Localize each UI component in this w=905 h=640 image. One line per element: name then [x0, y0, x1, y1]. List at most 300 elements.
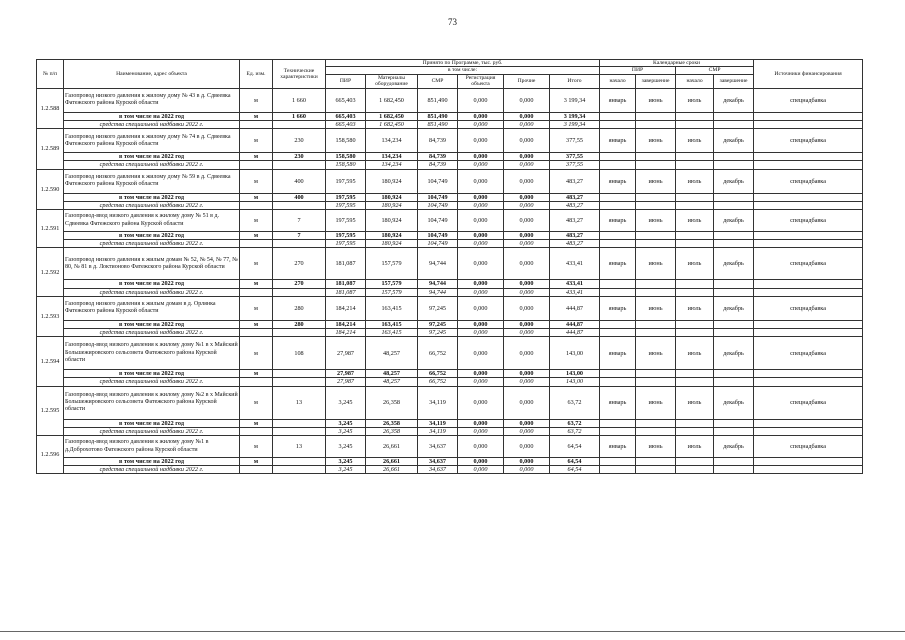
- subtotal-unit: м: [240, 280, 273, 288]
- subtotal-mat: 180,924: [366, 232, 418, 240]
- table-row: [37, 386, 863, 419]
- subtotal-row: [37, 419, 863, 427]
- empty-cell: [636, 427, 676, 435]
- empty-cell: [676, 121, 714, 129]
- reg-cell: 0,000: [458, 296, 504, 320]
- pir-cell: 27,987: [326, 337, 366, 370]
- empty-cell: [754, 378, 863, 386]
- fund-pir: 181,087: [326, 288, 366, 296]
- subtotal-reg: 0,000: [458, 458, 504, 466]
- empty-cell: [600, 370, 636, 378]
- empty-cell: [600, 240, 636, 248]
- mat-cell: 180,924: [366, 210, 418, 232]
- tech-cell: 108: [273, 337, 326, 370]
- pir-end-cell: июнь: [636, 337, 676, 370]
- empty-cell: [273, 378, 326, 386]
- subtotal-smr: 97,245: [418, 320, 458, 328]
- header-unit: Ед. изм.: [240, 60, 273, 89]
- source-cell: спецнадбавка: [754, 210, 863, 232]
- tech-cell: 280: [273, 296, 326, 320]
- empty-cell: [676, 232, 714, 240]
- pir-end-cell: июнь: [636, 169, 676, 193]
- empty-cell: [676, 329, 714, 337]
- row-number: 1.2.596: [37, 436, 64, 474]
- row-number: 1.2.590: [37, 169, 64, 209]
- smr-cell: 84,739: [418, 129, 458, 153]
- empty-cell: [636, 240, 676, 248]
- empty-cell: [600, 280, 636, 288]
- mat-cell: 1 682,450: [366, 88, 418, 112]
- empty-cell: [714, 427, 754, 435]
- header-cal-pir: ПИР: [600, 67, 676, 74]
- subtotal-row: [37, 280, 863, 288]
- fund-pir: 184,214: [326, 329, 366, 337]
- subtotal-reg: 0,000: [458, 370, 504, 378]
- total-cell: 143,00: [550, 337, 600, 370]
- fund-row: [37, 240, 863, 248]
- total-cell: 483,27: [550, 169, 600, 193]
- empty-cell: [676, 240, 714, 248]
- total-cell: 64,54: [550, 436, 600, 458]
- subtotal-unit: м: [240, 232, 273, 240]
- subtotal-mat: 26,661: [366, 458, 418, 466]
- fund-pir: 158,580: [326, 161, 366, 169]
- unit-cell: м: [240, 210, 273, 232]
- empty-cell: [714, 466, 754, 474]
- empty-cell: [676, 288, 714, 296]
- empty-cell: [754, 320, 863, 328]
- smr-cell: 97,245: [418, 296, 458, 320]
- row-number: 1.2.591: [37, 210, 64, 248]
- empty-cell: [600, 419, 636, 427]
- empty-cell: [240, 161, 273, 169]
- fund-mat: 48,257: [366, 378, 418, 386]
- subtotal-tech: 230: [273, 153, 326, 161]
- empty-cell: [636, 458, 676, 466]
- empty-cell: [714, 193, 754, 201]
- empty-cell: [600, 201, 636, 209]
- mat-cell: 48,257: [366, 337, 418, 370]
- pir-start-cell: январь: [600, 88, 636, 112]
- fund-smr: 34,119: [418, 427, 458, 435]
- empty-cell: [714, 370, 754, 378]
- subtotal-label: в том числе на 2022 год: [64, 193, 240, 201]
- source-cell: спецнадбавка: [754, 129, 863, 153]
- pir-cell: 158,580: [326, 129, 366, 153]
- empty-cell: [714, 112, 754, 120]
- page-number: 73: [448, 17, 457, 27]
- header-pir-start: начало: [600, 74, 636, 88]
- subtotal-reg: 0,000: [458, 153, 504, 161]
- subtotal-tech: [273, 370, 326, 378]
- mat-cell: 26,358: [366, 386, 418, 419]
- source-cell: спецнадбавка: [754, 436, 863, 458]
- object-name: Газопровод-ввод низкого давления к жилому дому №1 в х Майский Большежировского сельсовета Фатежского района Курской области: [64, 337, 240, 370]
- other-cell: 0,000: [504, 296, 550, 320]
- header-incl: в том числе:: [326, 67, 600, 74]
- reg-cell: 0,000: [458, 436, 504, 458]
- empty-cell: [240, 378, 273, 386]
- unit-cell: м: [240, 296, 273, 320]
- row-number: 1.2.592: [37, 248, 64, 296]
- mat-cell: 180,924: [366, 169, 418, 193]
- subtotal-smr: 84,739: [418, 153, 458, 161]
- reg-cell: 0,000: [458, 337, 504, 370]
- empty-cell: [714, 458, 754, 466]
- empty-cell: [714, 280, 754, 288]
- empty-cell: [600, 320, 636, 328]
- empty-cell: [754, 370, 863, 378]
- row-number: 1.2.588: [37, 88, 64, 128]
- other-cell: 0,000: [504, 210, 550, 232]
- pir-cell: 197,595: [326, 210, 366, 232]
- object-name: Газопровод низкого давления к жилому дому № 43 в д. Сдвеевка Фатежского района Курской области: [64, 88, 240, 112]
- empty-cell: [600, 153, 636, 161]
- empty-cell: [714, 161, 754, 169]
- fund-row: [37, 201, 863, 209]
- unit-cell: м: [240, 129, 273, 153]
- fund-label: средства специальной надбавки 2022 г.: [64, 201, 240, 209]
- smr-end-cell: декабрь: [714, 296, 754, 320]
- unit-cell: м: [240, 248, 273, 280]
- fund-smr: 104,749: [418, 201, 458, 209]
- pir-start-cell: январь: [600, 386, 636, 419]
- empty-cell: [754, 121, 863, 129]
- source-cell: спецнадбавка: [754, 296, 863, 320]
- fund-other: 0,000: [504, 161, 550, 169]
- object-name: Газопровод-ввод низкого давления к жилому дому №2 в х Майский Большежировского сельсовета Фатежского района Курской области: [64, 386, 240, 419]
- subtotal-row: [37, 458, 863, 466]
- header-smr-end: завершение: [714, 74, 754, 88]
- subtotal-unit: м: [240, 112, 273, 120]
- pir-end-cell: июнь: [636, 248, 676, 280]
- subtotal-other: 0,000: [504, 112, 550, 120]
- fund-smr: 851,490: [418, 121, 458, 129]
- subtotal-unit: м: [240, 458, 273, 466]
- smr-cell: 94,744: [418, 248, 458, 280]
- subtotal-other: 0,000: [504, 280, 550, 288]
- empty-cell: [636, 232, 676, 240]
- subtotal-reg: 0,000: [458, 320, 504, 328]
- empty-cell: [600, 288, 636, 296]
- header-cal-smr: СМР: [676, 67, 754, 74]
- pir-start-cell: январь: [600, 436, 636, 458]
- row-number: 1.2.589: [37, 129, 64, 169]
- fund-reg: 0,000: [458, 121, 504, 129]
- smr-cell: 34,119: [418, 386, 458, 419]
- other-cell: 0,000: [504, 88, 550, 112]
- subtotal-other: 0,000: [504, 419, 550, 427]
- fund-pir: 27,987: [326, 378, 366, 386]
- fund-other: 0,000: [504, 329, 550, 337]
- table-row: [37, 210, 863, 232]
- smr-cell: 66,752: [418, 337, 458, 370]
- pir-cell: 181,087: [326, 248, 366, 280]
- smr-cell: 851,490: [418, 88, 458, 112]
- empty-cell: [636, 112, 676, 120]
- fund-row: [37, 121, 863, 129]
- empty-cell: [714, 419, 754, 427]
- subtotal-label: в том числе на 2022 год: [64, 320, 240, 328]
- smr-start-cell: июль: [676, 88, 714, 112]
- empty-cell: [636, 288, 676, 296]
- fund-row: [37, 329, 863, 337]
- tech-cell: 400: [273, 169, 326, 193]
- table-row: [37, 337, 863, 370]
- smr-end-cell: декабрь: [714, 248, 754, 280]
- header-name: Наименование, адрес объекта: [64, 60, 240, 89]
- header-smr: СМР: [418, 74, 458, 88]
- subtotal-unit: м: [240, 153, 273, 161]
- subtotal-row: [37, 112, 863, 120]
- fund-mat: 26,358: [366, 427, 418, 435]
- empty-cell: [676, 112, 714, 120]
- subtotal-reg: 0,000: [458, 193, 504, 201]
- fund-mat: 134,234: [366, 161, 418, 169]
- fund-total: 444,87: [550, 329, 600, 337]
- header-accepted: Принято по Программе, тыс. руб.: [326, 60, 600, 67]
- reg-cell: 0,000: [458, 88, 504, 112]
- fund-reg: 0,000: [458, 466, 504, 474]
- row-number: 1.2.594: [37, 337, 64, 386]
- table-row: [37, 129, 863, 153]
- empty-cell: [273, 427, 326, 435]
- fund-reg: 0,000: [458, 288, 504, 296]
- smr-start-cell: июль: [676, 296, 714, 320]
- header-total: Итого: [550, 74, 600, 88]
- empty-cell: [636, 419, 676, 427]
- subtotal-label: в том числе на 2022 год: [64, 232, 240, 240]
- subtotal-reg: 0,000: [458, 280, 504, 288]
- total-cell: 483,27: [550, 210, 600, 232]
- fund-label: средства специальной надбавки 2022 г.: [64, 161, 240, 169]
- fund-total: 377,55: [550, 161, 600, 169]
- empty-cell: [754, 280, 863, 288]
- object-name: Газопровод низкого давления к жилому дому № 59 в д. Сдвеевка Фатежского района Курской области: [64, 169, 240, 193]
- table-row: [37, 248, 863, 280]
- empty-cell: [600, 329, 636, 337]
- other-cell: 0,000: [504, 436, 550, 458]
- smr-cell: 104,749: [418, 210, 458, 232]
- empty-cell: [636, 280, 676, 288]
- empty-cell: [754, 112, 863, 120]
- header-smr-start: начало: [676, 74, 714, 88]
- mat-cell: 26,661: [366, 436, 418, 458]
- fund-pir: 197,595: [326, 201, 366, 209]
- empty-cell: [240, 288, 273, 296]
- smr-end-cell: декабрь: [714, 129, 754, 153]
- fund-reg: 0,000: [458, 329, 504, 337]
- pir-end-cell: июнь: [636, 129, 676, 153]
- empty-cell: [676, 280, 714, 288]
- empty-cell: [273, 201, 326, 209]
- subtotal-label: в том числе на 2022 год: [64, 280, 240, 288]
- empty-cell: [600, 161, 636, 169]
- subtotal-reg: 0,000: [458, 419, 504, 427]
- smr-end-cell: декабрь: [714, 436, 754, 458]
- header-pir: ПИР: [326, 74, 366, 88]
- smr-start-cell: июль: [676, 169, 714, 193]
- subtotal-reg: 0,000: [458, 112, 504, 120]
- subtotal-unit: м: [240, 320, 273, 328]
- empty-cell: [714, 288, 754, 296]
- subtotal-smr: 94,744: [418, 280, 458, 288]
- other-cell: 0,000: [504, 248, 550, 280]
- total-cell: 433,41: [550, 248, 600, 280]
- empty-cell: [754, 329, 863, 337]
- empty-cell: [676, 370, 714, 378]
- fund-pir: 665,403: [326, 121, 366, 129]
- total-cell: 3 199,34: [550, 88, 600, 112]
- empty-cell: [600, 378, 636, 386]
- smr-end-cell: декабрь: [714, 169, 754, 193]
- subtotal-row: [37, 370, 863, 378]
- smr-end-cell: декабрь: [714, 210, 754, 232]
- subtotal-row: [37, 232, 863, 240]
- subtotal-mat: 26,358: [366, 419, 418, 427]
- fund-pir: 3,245: [326, 466, 366, 474]
- pir-end-cell: июнь: [636, 210, 676, 232]
- source-cell: спецнадбавка: [754, 88, 863, 112]
- table-row: [37, 88, 863, 112]
- subtotal-mat: 1 682,450: [366, 112, 418, 120]
- empty-cell: [676, 466, 714, 474]
- empty-cell: [600, 121, 636, 129]
- empty-cell: [676, 201, 714, 209]
- subtotal-smr: 66,752: [418, 370, 458, 378]
- pir-start-cell: январь: [600, 169, 636, 193]
- fund-total: 433,41: [550, 288, 600, 296]
- empty-cell: [754, 427, 863, 435]
- smr-start-cell: июль: [676, 129, 714, 153]
- empty-cell: [676, 320, 714, 328]
- header-registration: Регистрация объекта: [458, 74, 504, 88]
- subtotal-mat: 48,257: [366, 370, 418, 378]
- subtotal-total: 444,87: [550, 320, 600, 328]
- fund-reg: 0,000: [458, 240, 504, 248]
- fund-mat: 1 682,450: [366, 121, 418, 129]
- smr-start-cell: июль: [676, 248, 714, 280]
- subtotal-tech: [273, 458, 326, 466]
- fund-label: средства специальной надбавки 2022 г.: [64, 427, 240, 435]
- unit-cell: м: [240, 337, 273, 370]
- pir-start-cell: январь: [600, 337, 636, 370]
- fund-smr: 94,744: [418, 288, 458, 296]
- subtotal-label: в том числе на 2022 год: [64, 112, 240, 120]
- fund-row: [37, 288, 863, 296]
- fund-pir: 197,595: [326, 240, 366, 248]
- fund-row: [37, 161, 863, 169]
- subtotal-row: [37, 153, 863, 161]
- row-number: 1.2.595: [37, 386, 64, 435]
- empty-cell: [240, 427, 273, 435]
- object-name: Газопровод-ввод низкого давления к жилому дому № 51 в д. Сдвеевка Фатежского района Курской области: [64, 210, 240, 232]
- smr-end-cell: декабрь: [714, 337, 754, 370]
- object-name: Газопровод низкого давления к жилым домам в д. Орлянка Фатежского района Курской области: [64, 296, 240, 320]
- subtotal-pir: 3,245: [326, 458, 366, 466]
- subtotal-other: 0,000: [504, 232, 550, 240]
- empty-cell: [636, 121, 676, 129]
- empty-cell: [676, 193, 714, 201]
- mat-cell: 163,415: [366, 296, 418, 320]
- empty-cell: [676, 161, 714, 169]
- fund-other: 0,000: [504, 427, 550, 435]
- subtotal-pir: 181,087: [326, 280, 366, 288]
- subtotal-tech: 270: [273, 280, 326, 288]
- tech-cell: 13: [273, 436, 326, 458]
- reg-cell: 0,000: [458, 129, 504, 153]
- other-cell: 0,000: [504, 129, 550, 153]
- other-cell: 0,000: [504, 386, 550, 419]
- total-cell: 63,72: [550, 386, 600, 419]
- subtotal-pir: 3,245: [326, 419, 366, 427]
- page-edge-line: [0, 631, 905, 632]
- subtotal-smr: 104,749: [418, 232, 458, 240]
- subtotal-other: 0,000: [504, 370, 550, 378]
- empty-cell: [754, 458, 863, 466]
- fund-total: 63,72: [550, 427, 600, 435]
- subtotal-pir: 158,580: [326, 153, 366, 161]
- empty-cell: [676, 427, 714, 435]
- fund-smr: 84,739: [418, 161, 458, 169]
- subtotal-pir: 197,595: [326, 232, 366, 240]
- subtotal-total: 433,41: [550, 280, 600, 288]
- subtotal-tech: 280: [273, 320, 326, 328]
- smr-start-cell: июль: [676, 436, 714, 458]
- subtotal-tech: 1 660: [273, 112, 326, 120]
- header-tech: Технические характеристики: [273, 60, 326, 89]
- mat-cell: 134,234: [366, 129, 418, 153]
- empty-cell: [754, 419, 863, 427]
- empty-cell: [714, 121, 754, 129]
- pir-start-cell: январь: [600, 248, 636, 280]
- subtotal-tech: [273, 419, 326, 427]
- fund-smr: 104,749: [418, 240, 458, 248]
- subtotal-row: [37, 320, 863, 328]
- smr-cell: 104,749: [418, 169, 458, 193]
- subtotal-smr: 851,490: [418, 112, 458, 120]
- total-cell: 444,87: [550, 296, 600, 320]
- empty-cell: [714, 232, 754, 240]
- empty-cell: [676, 153, 714, 161]
- other-cell: 0,000: [504, 169, 550, 193]
- table-row: [37, 436, 863, 458]
- table-header: [37, 60, 863, 89]
- subtotal-reg: 0,000: [458, 232, 504, 240]
- subtotal-total: 483,27: [550, 193, 600, 201]
- fund-smr: 66,752: [418, 378, 458, 386]
- pir-end-cell: июнь: [636, 296, 676, 320]
- subtotal-label: в том числе на 2022 год: [64, 153, 240, 161]
- tech-cell: 13: [273, 386, 326, 419]
- other-cell: 0,000: [504, 337, 550, 370]
- empty-cell: [714, 201, 754, 209]
- fund-reg: 0,000: [458, 161, 504, 169]
- tech-cell: 1 660: [273, 88, 326, 112]
- subtotal-other: 0,000: [504, 320, 550, 328]
- subtotal-pir: 197,595: [326, 193, 366, 201]
- empty-cell: [714, 329, 754, 337]
- subtotal-tech: 7: [273, 232, 326, 240]
- tech-cell: 270: [273, 248, 326, 280]
- unit-cell: м: [240, 88, 273, 112]
- subtotal-smr: 34,119: [418, 419, 458, 427]
- fund-pir: 3,245: [326, 427, 366, 435]
- header-source: Источники финансирования: [754, 60, 863, 89]
- subtotal-label: в том числе на 2022 год: [64, 458, 240, 466]
- source-cell: спецнадбавка: [754, 169, 863, 193]
- smr-start-cell: июль: [676, 386, 714, 419]
